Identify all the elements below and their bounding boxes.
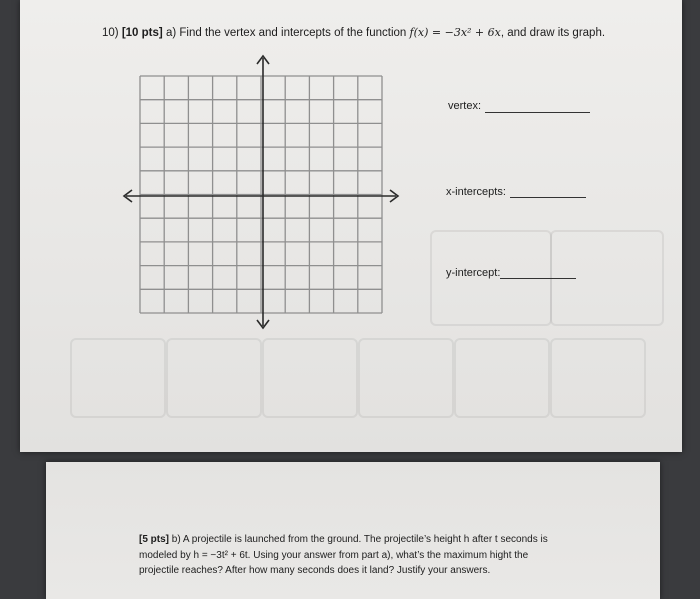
question-text: Find the vertex and intercepts of the function: [179, 27, 407, 39]
question-number: 10): [102, 27, 119, 39]
y-intercept-label: y-intercept:: [446, 267, 501, 279]
part-b-question: [139, 532, 569, 579]
x-intercepts-label: x-intercepts:: [446, 186, 506, 198]
x-intercepts-answer-line[interactable]: [510, 197, 586, 198]
vertex-label: vertex:: [448, 100, 482, 112]
y-axis: [257, 56, 269, 328]
y-intercept-answer-line[interactable]: [500, 278, 576, 279]
grid-lines: [140, 76, 382, 313]
function-expression: f(x) = −3x² + 6x: [409, 26, 501, 39]
worksheet-page-top: [20, 0, 682, 452]
question-text-end: , and draw its graph.: [500, 27, 606, 39]
vertex-answer-line[interactable]: [485, 112, 590, 113]
question-points: [10 pts]: [121, 27, 163, 39]
part-b-text: b) A projectile is launched from the ground. The projectile’s height h after t seconds is modeled by h = −3t² + 6t. Using your answer from part a), what’s the maximum hight the projectile reaches? After how many seconds does it land? Justify your answers.: [139, 534, 548, 576]
worksheet-page-bottom: [46, 462, 660, 599]
part-b-points: [5 pts]: [139, 534, 169, 545]
coordinate-grid[interactable]: [20, 0, 682, 452]
question-part: a): [165, 27, 177, 39]
